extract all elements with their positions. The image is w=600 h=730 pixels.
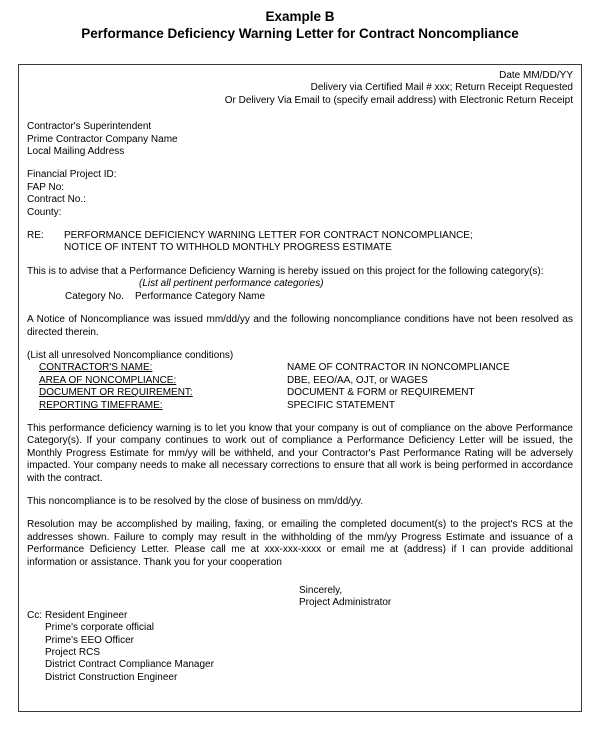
cc-item: Prime's EEO Officer [45, 634, 134, 646]
condition-row [27, 362, 573, 374]
cc-item: Resident Engineer [45, 609, 128, 621]
document-header [0, 0, 600, 42]
spacer [27, 107, 573, 121]
warning-paragraph: This performance deficiency warning is to let you know that your company is out of compliance on the above Performance Category(s). If your company continues to work out of compliance a Performance Deficiency Letter will be issued, the Monthly Progress Estimate for mm/yy will be withheld, and your Contractor's Past Performance Rating will be adversely impacted. Your company needs to make all necessary corrections to ensure that all work is being performed in accordance with the contract. [27, 422, 573, 484]
delivery-line-1: Delivery via Certified Mail # xxx; Return Receipt Requested [310, 82, 573, 94]
cc-item: Project RCS [45, 647, 101, 659]
cc-label: Cc: [27, 609, 42, 621]
category-name-label: Performance Category Name [135, 290, 266, 302]
re-subject-line-2: NOTICE OF INTENT TO WITHHOLD MONTHLY PROGRESS ESTIMATE [64, 242, 392, 254]
condition-row [27, 387, 573, 399]
spacer [27, 412, 573, 423]
recipient-line: Contractor's Superintendent [27, 121, 152, 133]
spacer [27, 303, 573, 314]
resolution-paragraph: Resolution may be accomplished by mailing, faxing, or emailing the completed document(s) to the project's RCS at the addresses shown. Failure to comply may result in the withholding of the mm/yy Progress Estimate and issuance of a Performance Deficiency Letter. Please call me at xxx-xxx-xxxx or email me at (address) if I can provide additional information or assistance. Thank you for your cooperation [27, 519, 573, 568]
condition-label: AREA OF NONCOMPLIANCE: [39, 374, 177, 386]
page-title: Performance Deficiency Warning Letter for Contract Noncompliance [81, 26, 519, 41]
spacer [27, 219, 573, 230]
recipient-block [27, 121, 573, 158]
example-label: Example B [265, 9, 335, 24]
letter-body [18, 64, 582, 712]
re-subject-line-1: PERFORMANCE DEFICIENCY WARNING LETTER FOR CONTRACT NONCOMPLIANCE; [64, 230, 473, 242]
conditions-table [27, 362, 573, 412]
notice-paragraph: A Notice of Noncompliance was issued mm/dd/yy and the following noncompliance conditions have not been resolved as directed therein. [27, 314, 573, 338]
spacer [27, 485, 573, 496]
spacer [27, 339, 573, 350]
delivery-block [27, 70, 573, 107]
project-field: Financial Project ID: [27, 169, 117, 181]
condition-row [27, 400, 573, 412]
delivery-line-2: Or Delivery Via Email to (specify email address) with Electronic Return Receipt [224, 94, 573, 106]
project-field: FAP No: [27, 181, 65, 193]
project-fields-block [27, 169, 573, 219]
closing-block [27, 585, 573, 610]
recipient-line: Prime Contractor Company Name [27, 133, 178, 145]
condition-label: CONTRACTOR'S NAME: [39, 362, 153, 374]
condition-value: NAME OF CONTRACTOR IN NONCOMPLIANCE [287, 362, 510, 374]
project-field: County: [27, 206, 62, 218]
spacer [27, 508, 573, 519]
cc-block [27, 610, 573, 684]
re-label: RE: [27, 230, 44, 242]
condition-value: DBE, EEO/AA, OJT, or WAGES [287, 374, 428, 386]
re-subject [64, 230, 573, 255]
category-row [27, 291, 573, 303]
condition-label: DOCUMENT OR REQUIREMENT: [39, 387, 193, 399]
unresolved-note: (List all unresolved Noncompliance conditions) [27, 349, 234, 361]
condition-value: SPECIFIC STATEMENT [287, 399, 395, 411]
spacer [27, 158, 573, 169]
date-line: Date MM/DD/YY [499, 70, 573, 81]
closing-signature: Project Administrator [299, 597, 392, 609]
categories-note: (List all pertinent performance categories) [139, 278, 324, 290]
cc-item: District Contract Compliance Manager [45, 659, 214, 671]
re-block [27, 230, 573, 255]
cc-list [27, 610, 573, 684]
category-number-label: Category No. [65, 290, 124, 302]
advise-line: This is to advise that a Performance Deficiency Warning is hereby issued on this project for the following category(s): [27, 265, 544, 277]
spacer [27, 569, 573, 585]
resolve-deadline-line: This noncompliance is to be resolved by the close of business on mm/dd/yy. [27, 495, 364, 507]
project-field: Contract No.: [27, 194, 86, 206]
recipient-line: Local Mailing Address [27, 146, 125, 158]
condition-row [27, 375, 573, 387]
spacer [27, 255, 573, 266]
condition-label: REPORTING TIMEFRAME: [39, 399, 163, 411]
cc-item: District Construction Engineer [45, 671, 178, 683]
closing-sincerely: Sincerely, [299, 585, 343, 596]
cc-item: Prime's corporate official [45, 622, 154, 634]
condition-value: DOCUMENT & FORM or REQUIREMENT [287, 387, 475, 399]
